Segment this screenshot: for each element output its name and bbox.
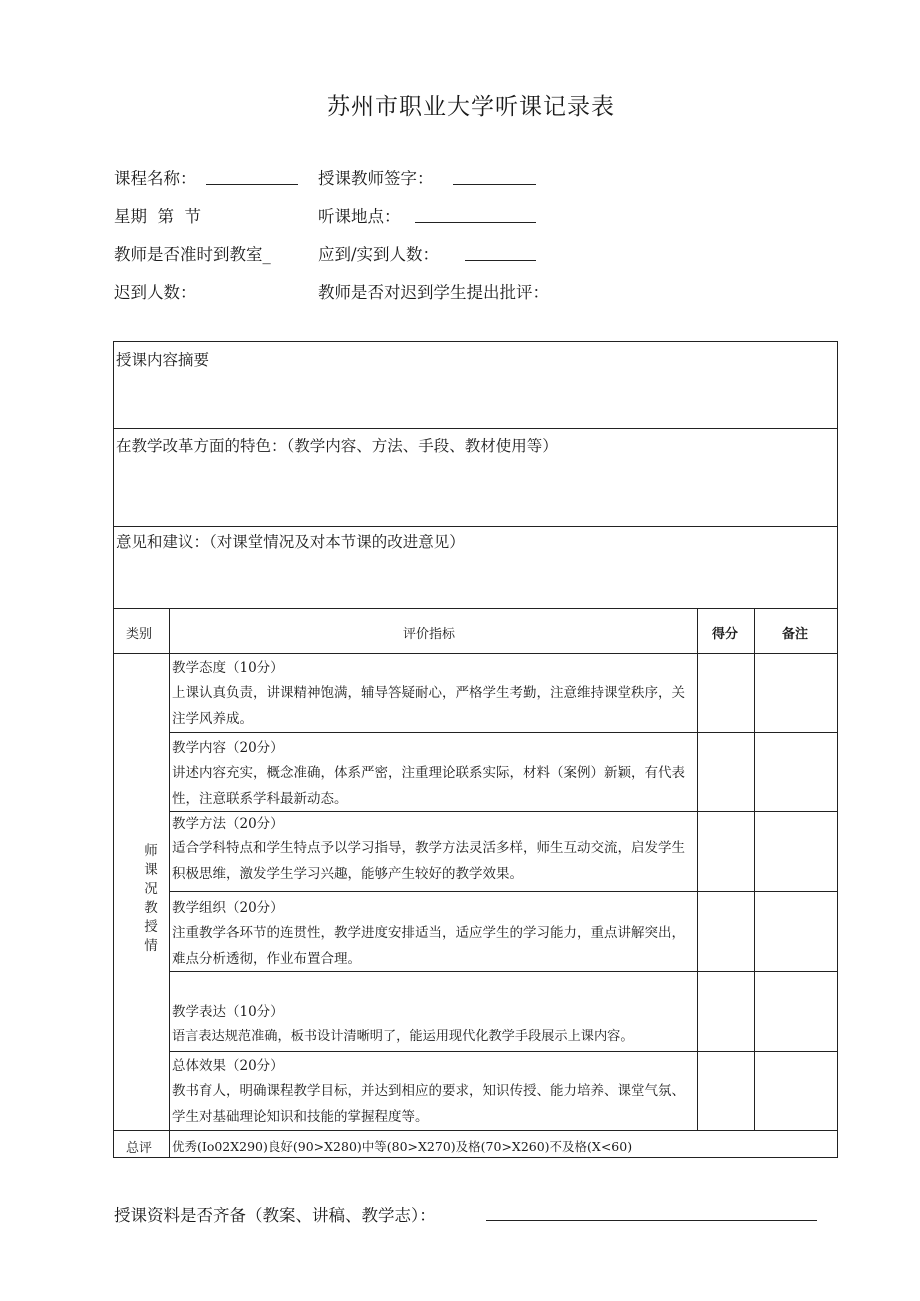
indicator-title: 教学表达（10分） [172,1004,284,1020]
indicator-row [172,813,696,887]
indicator-row [172,656,696,732]
header-score: 得分 [712,627,739,642]
header-indicator: 评价指标 [403,627,456,642]
materials-label: 授课资料是否齐备（教案、讲稿、教学志）： [114,1206,436,1225]
divider [113,653,838,654]
suggestions-section-title: 意见和建议：（对课堂情况及对本节课的改进意见） [116,533,465,551]
teacher-sign-field[interactable] [453,164,536,185]
row-divider [169,1051,838,1052]
indicator-desc: 适合学科特点和学生特点予以学习指导，教学方法灵活多样，师生互动交流，启发学生积极思维，激发学生学习兴趣，能够产生较好的教学效果。 [172,840,685,882]
indicator-desc: 上课认真负责，讲课精神饱满，辅导答疑耐心，严格学生考勤，注意维持课堂秩序，关注学风养成。 [172,685,685,727]
reform-section-title: 在教学改革方面的特色：（教学内容、方法、手段、教材使用等） [116,437,558,455]
indicator-desc: 注重教学各环节的连贯性，教学进度安排适当，适应学生的学习能力，重点讲解突出，难点分析透彻，作业布置合理。 [172,925,685,967]
col-divider [169,608,170,1158]
late-count-label: 迟到人数： [114,283,197,302]
table-border-top [113,341,838,342]
criticize-label: 教师是否对迟到学生提出批评： [318,283,549,302]
indicator-desc: 语言表达规范准确，板书设计清晰明了，能运用现代化教学手段展示上课内容。 [172,1029,634,1044]
indicator-title: 教学态度（10分） [172,660,284,676]
course-name-label: 课程名称： [114,169,197,188]
indicator-title: 教学组织（20分） [172,900,284,916]
table-border-left [113,341,114,1158]
attendance-label: 应到/实到人数： [318,245,440,264]
row-divider [113,1130,838,1131]
header-category: 类别 [126,627,153,642]
materials-field[interactable] [486,1200,817,1221]
indicator-desc: 教书育人，明确课程教学目标，并达到相应的要求，知识传授、能力培养、课堂气氛、学生对基础理论知识和技能的掌握程度等。 [172,1083,685,1125]
row-divider [169,732,838,733]
summary-section-title: 授课内容摘要 [116,351,210,369]
header-remark: 备注 [782,627,809,642]
table-border-bottom [113,1157,838,1158]
location-label: 听课地点： [318,207,401,226]
page-title: 苏州市职业大学听课记录表 [327,94,615,120]
week-label: 星期 第 节 [114,207,201,226]
row-divider [169,891,838,892]
location-field[interactable] [415,202,536,223]
indicator-row [172,896,696,972]
divider [113,428,838,429]
attendance-field[interactable] [465,240,536,261]
table-border-right [837,341,838,1158]
indicator-row [172,736,696,812]
teacher-sign-label: 授课教师签字： [318,169,434,188]
indicator-desc: 讲述内容充实，概念准确，体系严密，注重理论联系实际，材料（案例）新颖，有代表性，注意联系学科最新动态。 [172,765,685,807]
on-time-label: 教师是否准时到教室_ [114,245,271,264]
indicator-title: 教学方法（20分） [172,816,284,832]
indicator-row [172,1000,696,1050]
indicator-title: 总体效果（20分） [172,1058,284,1074]
col-divider [697,608,698,1131]
overall-grades: 优秀(Io02X290)良好(90>X280)中等(80>X270)及格(70>X260)不及格(X<60) [172,1139,633,1154]
divider [113,526,838,527]
overall-label: 总评 [126,1141,153,1156]
col-divider [754,608,755,1131]
category-vertical-label: 师课况教授情 [144,843,158,954]
indicator-title: 教学内容（20分） [172,740,284,756]
course-name-field[interactable] [206,164,298,185]
divider [113,608,838,609]
indicator-row [172,1054,696,1130]
